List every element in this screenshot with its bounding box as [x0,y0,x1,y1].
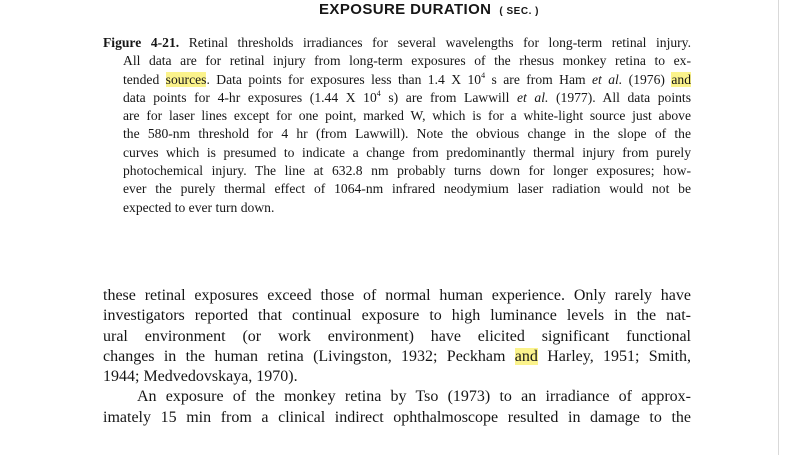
highlighted-word[interactable]: sources [165,71,207,87]
caption-text: Retinal thresholds irradiances for several wavelengths for long-term retinal injury. [188,35,691,50]
body-line: investigators reported that continual exposure to high luminance levels in the nat- [103,307,691,325]
superscript: 4 [481,70,486,80]
caption-line [103,89,691,107]
body-text: Harley, 1951; Smith, [537,347,692,365]
caption-line [103,71,691,89]
body-line [103,347,691,367]
scrollbar-gutter[interactable] [779,0,801,455]
caption-text: . Data points for exposures less than 1.4 X 10 [206,71,482,87]
figure-label: Figure 4-21. [103,35,180,50]
body-paragraphs [103,286,691,428]
body-line: imately 15 min from a clinical indirect ophthalmoscope resulted in damage to the [103,408,691,426]
caption-text: (1977). All data points [548,89,691,105]
header-sec-unit: ( SEC. ) [499,6,539,17]
superscript: 4 [376,88,381,98]
italic-text: et al. [592,71,623,87]
body-line: An exposure of the monkey retina by Tso (1973) to an irradiance of approx- [137,388,691,406]
caption-line: the 580-nm threshold for 4 hr (from Lawwill). Note the obvious change in the slope of the [123,126,691,142]
axis-title-exposure-duration [40,0,801,22]
highlighted-word[interactable]: and [514,347,538,365]
caption-line [103,34,691,52]
body-line: these retinal exposures exceed those of normal human experience. Only rarely have [103,287,691,304]
caption-line: photochemical injury. The line at 632.8 nm probably turns down for longer exposures; how- [123,163,691,179]
body-line: 1944; Medvedovskaya, 1970). [103,368,298,386]
caption-text: s) are from Lawwill [380,89,517,105]
body-line: ural environment (or work environment) have elicited significant functional [103,327,691,345]
caption-line: All data are for retinal injury from long-term exposures of the rhesus monkey retina to ex- [123,53,691,69]
caption-line: ever the purely thermal effect of 1064-nm infrared neodymium laser radiation would not be [123,181,691,197]
header-title: EXPOSURE DURATION [319,1,492,18]
caption-line: are for laser lines except for one point, marked W, which is for a white-light source just above [123,108,691,124]
italic-text: et al. [516,89,549,105]
caption-text: tended [123,71,166,87]
caption-text: (1976) [622,71,672,87]
caption-line: expected to ever turn down. [123,199,275,215]
highlighted-word[interactable]: and [671,71,691,87]
caption-text: data points for 4-hr exposures (1.44 X 10 [123,89,377,105]
figure-caption [103,34,691,217]
caption-text: s are from Ham [485,71,593,87]
caption-line: curves which is presumed to indicate a change from predominantly thermal injury from purely [123,144,691,160]
body-text: changes in the human retina (Livingston, 1932; Peckham [103,347,515,365]
